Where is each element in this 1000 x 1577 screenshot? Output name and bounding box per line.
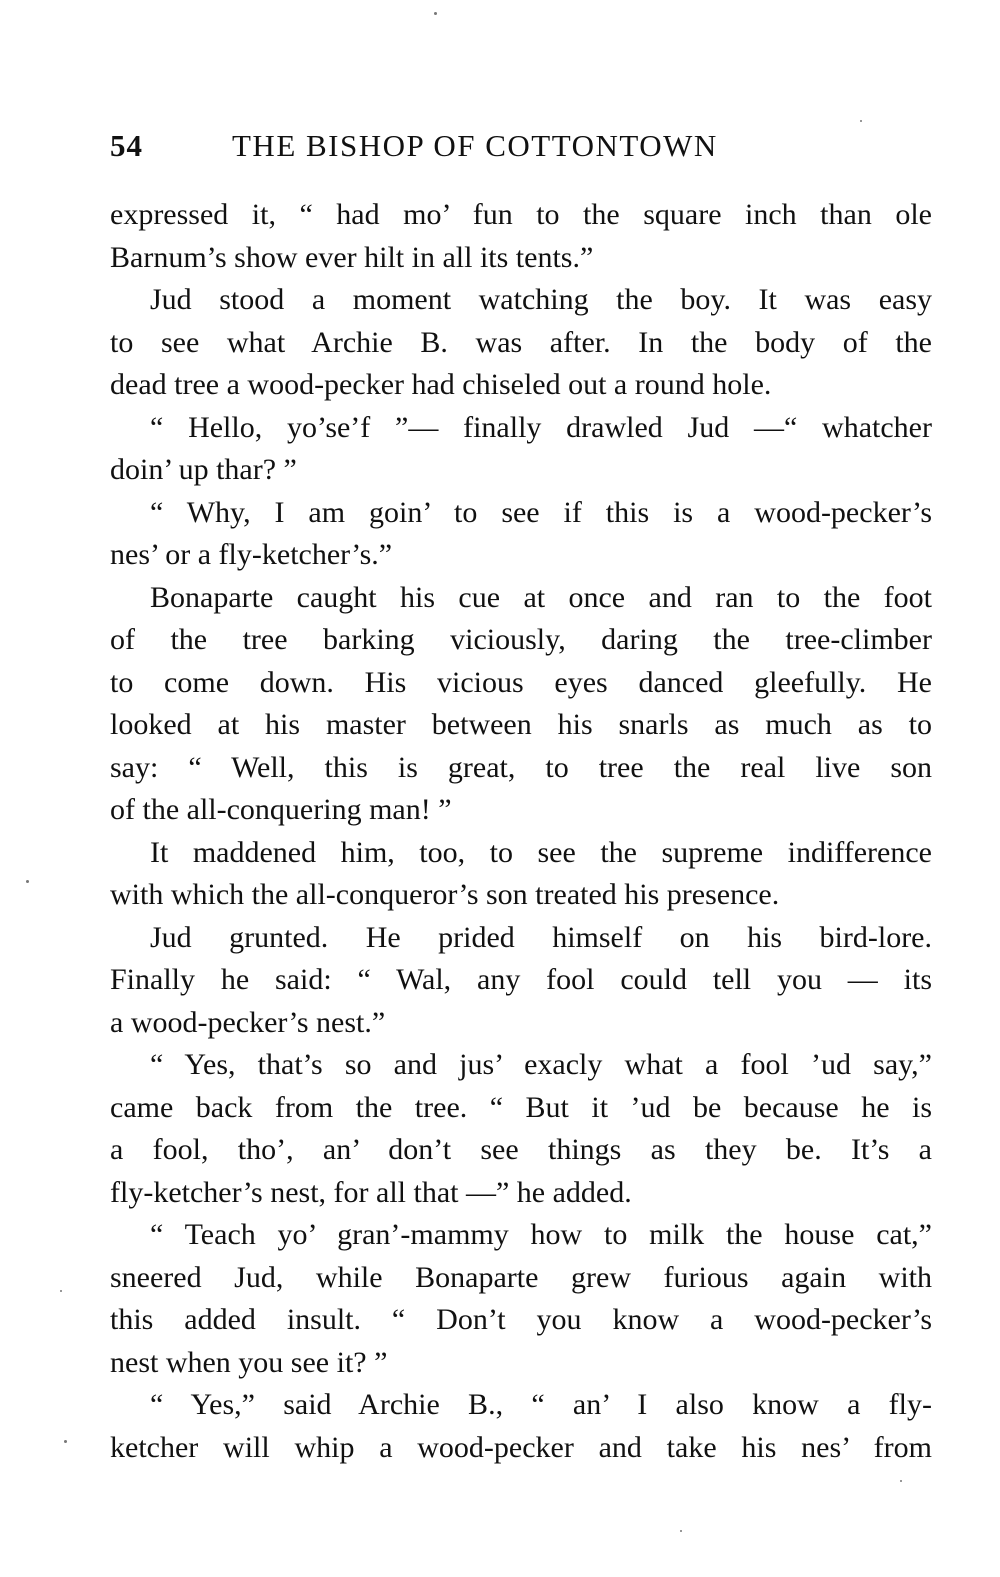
text-line: to come down. His vicious eyes danced gleefully. He (110, 665, 932, 699)
text-line: sneered Jud, while Bonaparte grew furious again with (110, 1260, 932, 1294)
text-line: of the tree barking viciously, daring the tree-climber (110, 623, 932, 656)
text-line: “ Yes,” said Archie B., “ an’ I also know a fly- (150, 1388, 932, 1421)
text-line: of the all-conquering man! ” (110, 793, 452, 826)
scan-speck (900, 1480, 902, 1482)
text-line: say: “ Well, this is great, to tree the real live son (110, 750, 932, 784)
text-line: this added insult. “ Don’t you know a wood-pecker’s (110, 1303, 932, 1336)
text-line: came back from the tree. “ But it ’ud be because he is (110, 1090, 932, 1124)
body-text (110, 194, 932, 1469)
text-line: Bonaparte caught his cue at once and ran to the foot (150, 580, 932, 614)
text-line: to see what Archie B. was after. In the body of the (110, 325, 932, 359)
text-line: “ Why, I am goin’ to see if this is a wood-pecker’s (150, 495, 932, 529)
text-line: a wood-pecker’s nest.” (110, 1005, 386, 1039)
text-line: dead tree a wood-pecker had chiseled out a round hole. (110, 368, 772, 401)
text-line: “ Hello, yo’se’f ”— finally drawled Jud —“ whatcher (150, 410, 932, 444)
running-head (110, 128, 930, 176)
scan-speck (26, 880, 29, 883)
scan-speck (434, 12, 437, 15)
text-line: fly-ketcher’s nest, for all that —” he added. (110, 1175, 632, 1209)
scan-speck (60, 1290, 62, 1292)
scan-speck (64, 1440, 67, 1443)
text-line: with which the all-conqueror’s son treated his presence. (110, 878, 780, 911)
scan-speck (860, 120, 862, 122)
text-line: a fool, tho’, an’ don’t see things as they be. It’s a (110, 1133, 932, 1166)
text-line: nest when you see it? ” (110, 1345, 388, 1379)
text-line: doin’ up thar? ” (110, 453, 297, 486)
text-line: Finally he said: “ Wal, any fool could tell you — its (110, 963, 932, 996)
text-line: Jud grunted. He prided himself on his bird-lore. (150, 920, 932, 954)
text-line: ketcher will whip a wood-pecker and take his nes’ from (110, 1430, 932, 1464)
running-title: THE BISHOP OF COTTONTOWN (232, 128, 718, 163)
text-line: “ Teach yo’ gran’-mammy how to milk the house cat,” (150, 1218, 932, 1251)
page-number: 54 (110, 128, 143, 163)
text-line: looked at his master between his snarls as much as to (110, 708, 932, 741)
text-line: Jud stood a moment watching the boy. It was easy (150, 283, 932, 316)
text-line: “ Yes, that’s so and jus’ exacly what a fool ’ud say,” (150, 1048, 932, 1081)
text-line: expressed it, “ had mo’ fun to the square inch than ole (110, 198, 932, 231)
scan-speck (680, 1530, 682, 1532)
text-line: nes’ or a fly-ketcher’s.” (110, 538, 393, 571)
text-line: Barnum’s show ever hilt in all its tents.” (110, 240, 594, 274)
text-line: It maddened him, too, to see the supreme indifference (150, 835, 932, 869)
